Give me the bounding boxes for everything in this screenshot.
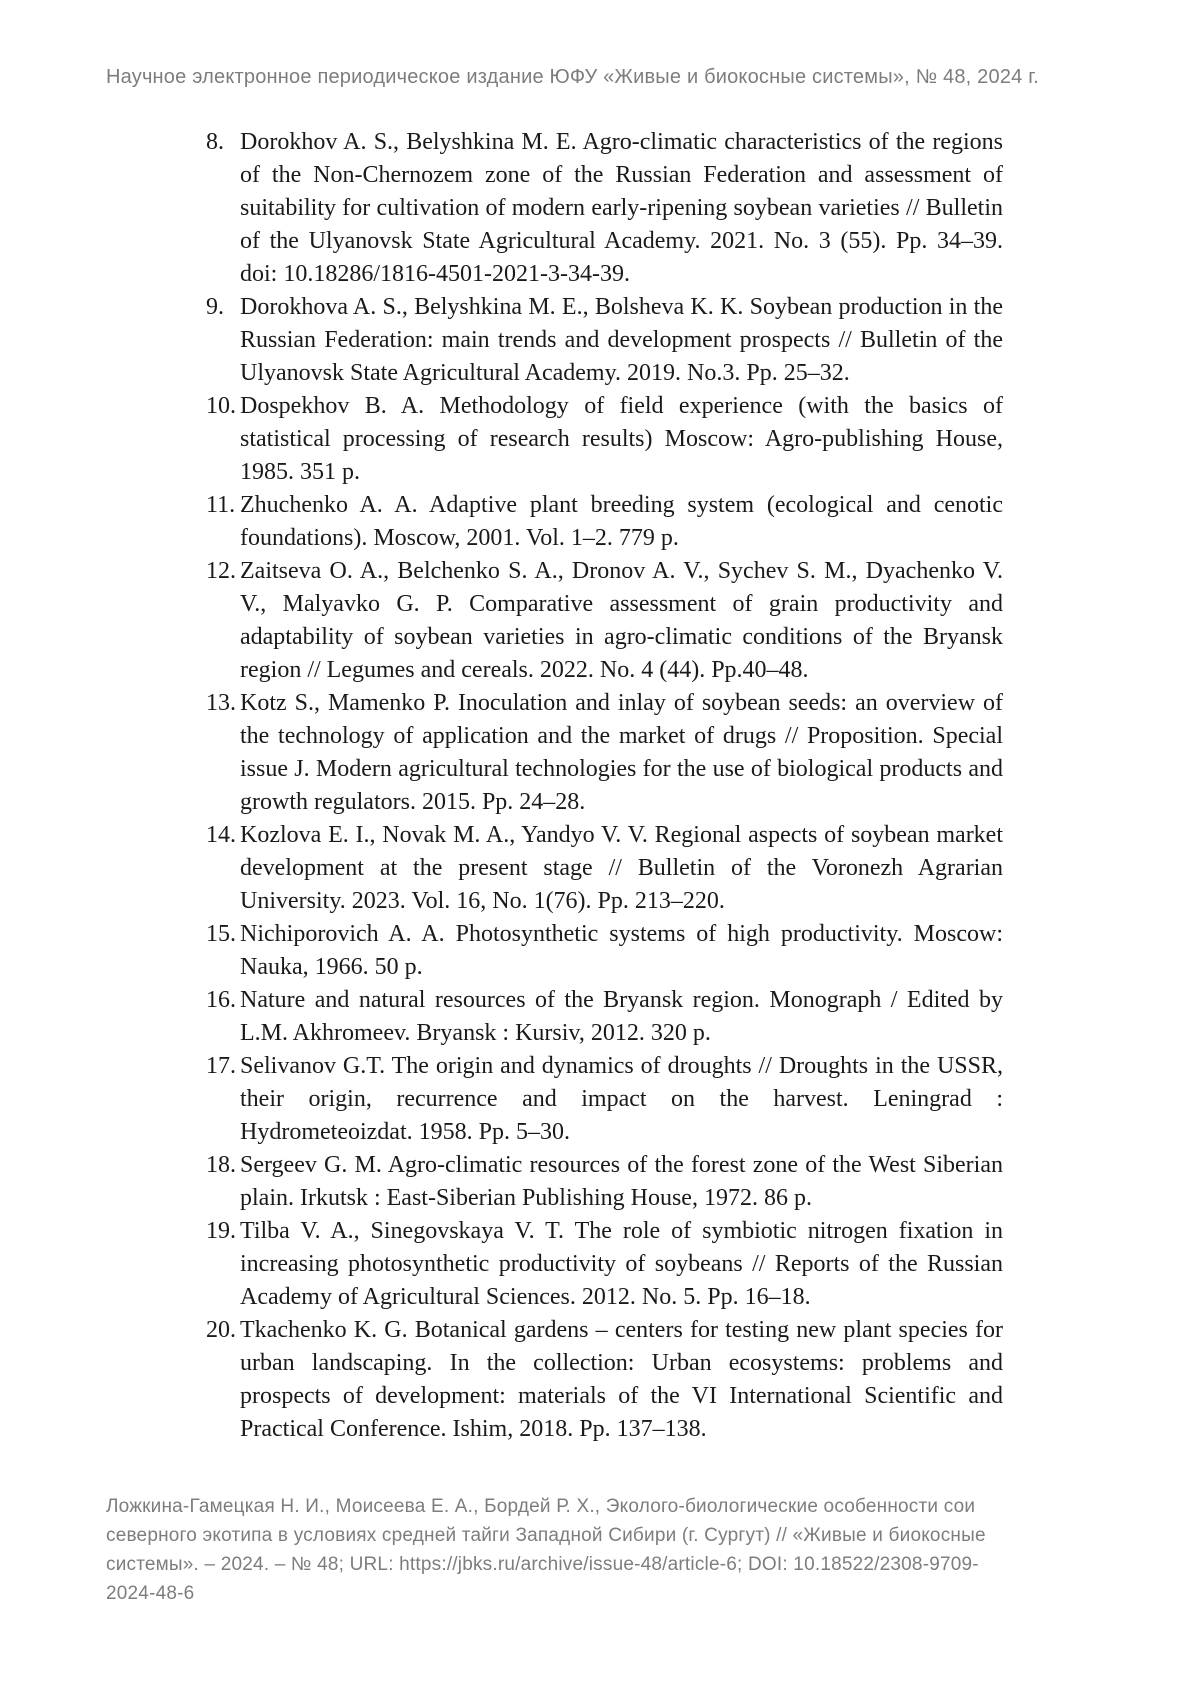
reference-number: 17. <box>206 1053 236 1079</box>
reference-item <box>206 984 1003 1050</box>
reference-text: Tilba V. A., Sinegovskaya V. T. The role of symbiotic nitrogen fixation in increasing photosynthetic productivity of soybeans // Reports of the Russian Academy of Agricultural Sciences. 2012. No. 5. Pp. 16–18. <box>240 1218 1003 1310</box>
reference-item <box>206 1149 1003 1215</box>
reference-item <box>206 687 1003 819</box>
reference-item <box>206 1050 1003 1149</box>
reference-item <box>206 1215 1003 1314</box>
reference-text: Sergeev G. M. Agro-climatic resources of the forest zone of the West Siberian plain. Irkutsk : East-Siberian Publishing House, 1972. 86 p. <box>240 1152 1003 1211</box>
reference-number: 15. <box>206 921 236 947</box>
reference-number: 9. <box>206 294 224 320</box>
reference-item <box>206 291 1003 390</box>
reference-item <box>206 126 1003 291</box>
reference-item <box>206 555 1003 687</box>
reference-number: 19. <box>206 1218 236 1244</box>
reference-item <box>206 819 1003 918</box>
reference-text: Kotz S., Mamenko P. Inoculation and inlay of soybean seeds: an overview of the technology of application and the market of drugs // Proposition. Special issue J. Modern agricultural technologies for the use of biological products and growth regulators. 2015. Pp. 24–28. <box>240 690 1003 815</box>
reference-text: Nature and natural resources of the Bryansk region. Monograph / Edited by L.M. Akhromeev. Bryansk : Kursiv, 2012. 320 p. <box>240 987 1003 1046</box>
reference-number: 14. <box>206 822 236 848</box>
reference-item <box>206 918 1003 984</box>
reference-number: 16. <box>206 987 236 1013</box>
reference-number: 11. <box>206 492 236 518</box>
reference-text: Selivanov G.T. The origin and dynamics of droughts // Droughts in the USSR, their origin, recurrence and impact on the harvest. Leningrad : Hydrometeoizdat. 1958. Pp. 5–30. <box>240 1053 1003 1145</box>
reference-number: 8. <box>206 129 224 155</box>
reference-item <box>206 1314 1003 1446</box>
reference-number: 20. <box>206 1317 236 1343</box>
reference-item <box>206 489 1003 555</box>
reference-text: Dorokhov A. S., Belyshkina M. E. Agro-climatic characteristics of the regions of the Non-Chernozem zone of the Russian Federation and assessment of suitability for cultivation of modern early-ripening soybean varieties // Bulletin of the Ulyanovsk State Agricultural Academy. 2021. No. 3 (55). Pp. 34–39. doi: 10.18286/1816-4501-2021-3-34-39. <box>240 129 1003 287</box>
reference-number: 12. <box>206 558 236 584</box>
reference-number: 13. <box>206 690 236 716</box>
reference-text: Dospekhov B. A. Methodology of field experience (with the basics of statistical processing of research results) Moscow: Agro-publishing House, 1985. 351 p. <box>240 393 1003 485</box>
reference-text: Tkachenko K. G. Botanical gardens – centers for testing new plant species for urban landscaping. In the collection: Urban ecosystems: problems and prospects of development: materials of the VI International Scientific and Practical Conference. Ishim, 2018. Pp. 137–138. <box>240 1317 1003 1442</box>
citation-footer: Ложкина-Гамецкая Н. И., Моисеева Е. А., Бордей Р. Х., Эколого-биологические особенности сои северного экотипа в условиях средней тайги Западной Сибири (г. Сургут) // «Живые и биокосные системы». – 2024. – № 48; URL: https://jbks.ru/archive/issue-48/article-6; DOI: 10.18522/2308-9709-2024-48-6 <box>106 1496 986 1604</box>
reference-text: Kozlova E. I., Novak M. A., Yandyo V. V. Regional aspects of soybean market development at the present stage // Bulletin of the Voronezh Agrarian University. 2023. Vol. 16, No. 1(76). Pp. 213–220. <box>240 822 1003 914</box>
reference-text: Nichiporovich A. A. Photosynthetic systems of high productivity. Moscow: Nauka, 1966. 50 p. <box>240 921 1003 980</box>
reference-number: 18. <box>206 1152 236 1178</box>
reference-text: Zaitseva O. A., Belchenko S. A., Dronov A. V., Sychev S. M., Dyachenko V. V., Malyavko G. P. Comparative assessment of grain productivity and adaptability of soybean varieties in agro-climatic conditions of the Bryansk region // Legumes and cereals. 2022. No. 4 (44). Pp.40–48. <box>240 558 1003 683</box>
reference-text: Dorokhova A. S., Belyshkina M. E., Bolsheva K. K. Soybean production in the Russian Federation: main trends and development prospects // Bulletin of the Ulyanovsk State Agricultural Academy. 2019. No.3. Pp. 25–32. <box>240 294 1003 386</box>
reference-item <box>206 390 1003 489</box>
reference-list <box>206 126 1003 1446</box>
reference-text: Zhuchenko A. A. Adaptive plant breeding system (ecological and cenotic foundations). Moscow, 2001. Vol. 1–2. 779 p. <box>240 492 1003 551</box>
reference-number: 10. <box>206 393 236 419</box>
journal-header: Научное электронное периодическое издание ЮФУ «Живые и биокосные системы», № 48, 2024 г. <box>106 66 1040 88</box>
